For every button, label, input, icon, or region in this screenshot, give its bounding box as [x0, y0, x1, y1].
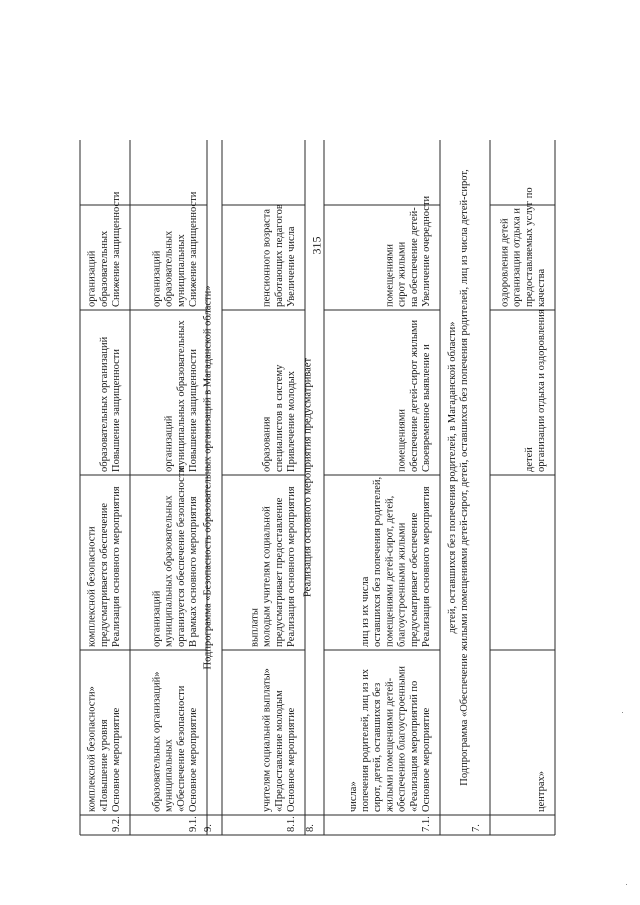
indicator-link: образовательных [163, 230, 175, 307]
activity-name: учителям социальной выплаты» [261, 668, 273, 812]
scan-speck [626, 884, 627, 885]
activity-content: предусматривает обеспечение [408, 512, 420, 647]
activity-content: предусматривает предоставление [273, 497, 285, 647]
row-number: 7. [471, 824, 482, 832]
activity-name: числа» [347, 781, 359, 812]
expected-result: специалистов в систему [273, 364, 285, 472]
expected-result: образовательных организаций [98, 336, 110, 472]
activity-name: жилыми помещениями детей- [384, 677, 396, 812]
activity-name: «Повышение уровня [98, 719, 110, 812]
activity-name: «Предоставление молодым [273, 690, 285, 812]
expected-result: Привлечение молодых [286, 371, 297, 472]
activity-content: помещениями детей-сирот, детей, [384, 495, 396, 647]
indicator-link: организаций [86, 250, 98, 307]
row-number: 9. [203, 824, 214, 832]
activity-content: Реализация основного мероприятия [111, 486, 122, 647]
indicator-link: Снижение защищенности [188, 191, 199, 307]
activity-content: организаций [151, 590, 163, 647]
indicator-link: Увеличение очередности [421, 195, 432, 307]
activity-name: обеспечению благоустроенными [396, 665, 408, 812]
indicator-link: образовательных [98, 230, 110, 307]
expected-result: обеспечение детей-сирот жилыми [408, 319, 420, 472]
activity-name: муниципальных [163, 739, 175, 812]
indicator-link: помещениями [384, 243, 396, 307]
activity-content: Реализация основного мероприятия [421, 486, 432, 647]
indicator-link: Снижение защищенности [111, 191, 122, 307]
expected-result: муниципальных образовательных [175, 320, 187, 472]
scan-speck [622, 712, 623, 713]
row-number: 8. [305, 824, 316, 832]
expected-result: образования [261, 416, 273, 472]
indicator-link: на обеспечение детей- [408, 207, 420, 307]
expected-result: помещениями [396, 408, 408, 472]
activity-name: «Обеспечение безопасности [175, 685, 187, 812]
activity-content: оставшихся без попечения родителей, [372, 476, 384, 647]
expected-result: Повышение защищенности [188, 349, 199, 472]
activity-name: комплексной безопасности» [86, 686, 98, 812]
activity-content: организуется обеспечение безопасности [175, 466, 187, 647]
page-number: 315 [309, 236, 324, 255]
indicator-link: организации отдыха и [511, 208, 523, 307]
indicator-link: муниципальных [175, 234, 187, 307]
expected-result: Своевременное выявление и [421, 344, 432, 472]
indicator-link: оздоровления детей [499, 218, 511, 307]
section-title: Подпрограмма «Безопасность образовательных организаций в Магаданской области» [202, 285, 214, 670]
section-title: детей, оставшихся без попечения родителей, в Магаданской области» [446, 321, 458, 634]
activity-content: выплаты [249, 608, 261, 647]
indicator-link: организаций [151, 250, 163, 307]
row-number: 9.1. [188, 816, 199, 832]
expected-result: детей [523, 447, 535, 472]
expected-result: Повышение защищенности [111, 349, 122, 472]
activity-name: центрах» [536, 770, 547, 812]
activity-content: лиц из их числа [360, 576, 371, 647]
row-number: 7.1. [421, 816, 432, 832]
activity-content: Реализация основного мероприятия [286, 486, 297, 647]
activity-name: Основное мероприятие [421, 707, 432, 812]
activity-content: комплексной безопасности [86, 526, 98, 647]
activity-name: образовательных организаций» [151, 671, 163, 812]
section-title: Подпрограмма «Обеспечение жилыми помещениями детей-сирот, детей, оставшихся без попечения родителей, лиц из числа детей-сирот, [459, 169, 471, 786]
activity-content: молодым учителям социальной [261, 506, 273, 647]
activity-name: Основное мероприятие [286, 707, 297, 812]
indicator-link: Увеличение числа [286, 226, 297, 307]
indicator-link: сирот жилыми [396, 241, 408, 307]
row-number: 9.2. [111, 816, 122, 832]
expected-result: организаций [163, 415, 175, 472]
activity-content: В рамках основного мероприятия [188, 496, 199, 647]
section-title: Реализация основного мероприятия предусматривает [302, 357, 314, 598]
indicator-link: работающих педагогов [273, 204, 285, 307]
indicator-link: предоставляемых услуг по [523, 187, 535, 307]
indicator-link: качества [536, 268, 547, 307]
activity-name: попечения родителей, лиц из их [360, 668, 371, 812]
activity-name: сирот, детей, оставшихся без [372, 682, 384, 812]
expected-result: организации отдыха и оздоровления [536, 309, 547, 472]
activity-name: Основное мероприятие [111, 707, 122, 812]
activity-content: благоустроенными жилыми [396, 522, 408, 647]
activity-content: предусматривается обеспечение [98, 502, 110, 647]
activity-name: Основное мероприятие [188, 707, 199, 812]
row-number: 8.1. [286, 816, 297, 832]
activity-name: «Реализация мероприятий по [408, 680, 420, 812]
indicator-link: пенсионного возраста [261, 208, 273, 307]
activity-content: муниципальных образовательных [163, 495, 175, 647]
